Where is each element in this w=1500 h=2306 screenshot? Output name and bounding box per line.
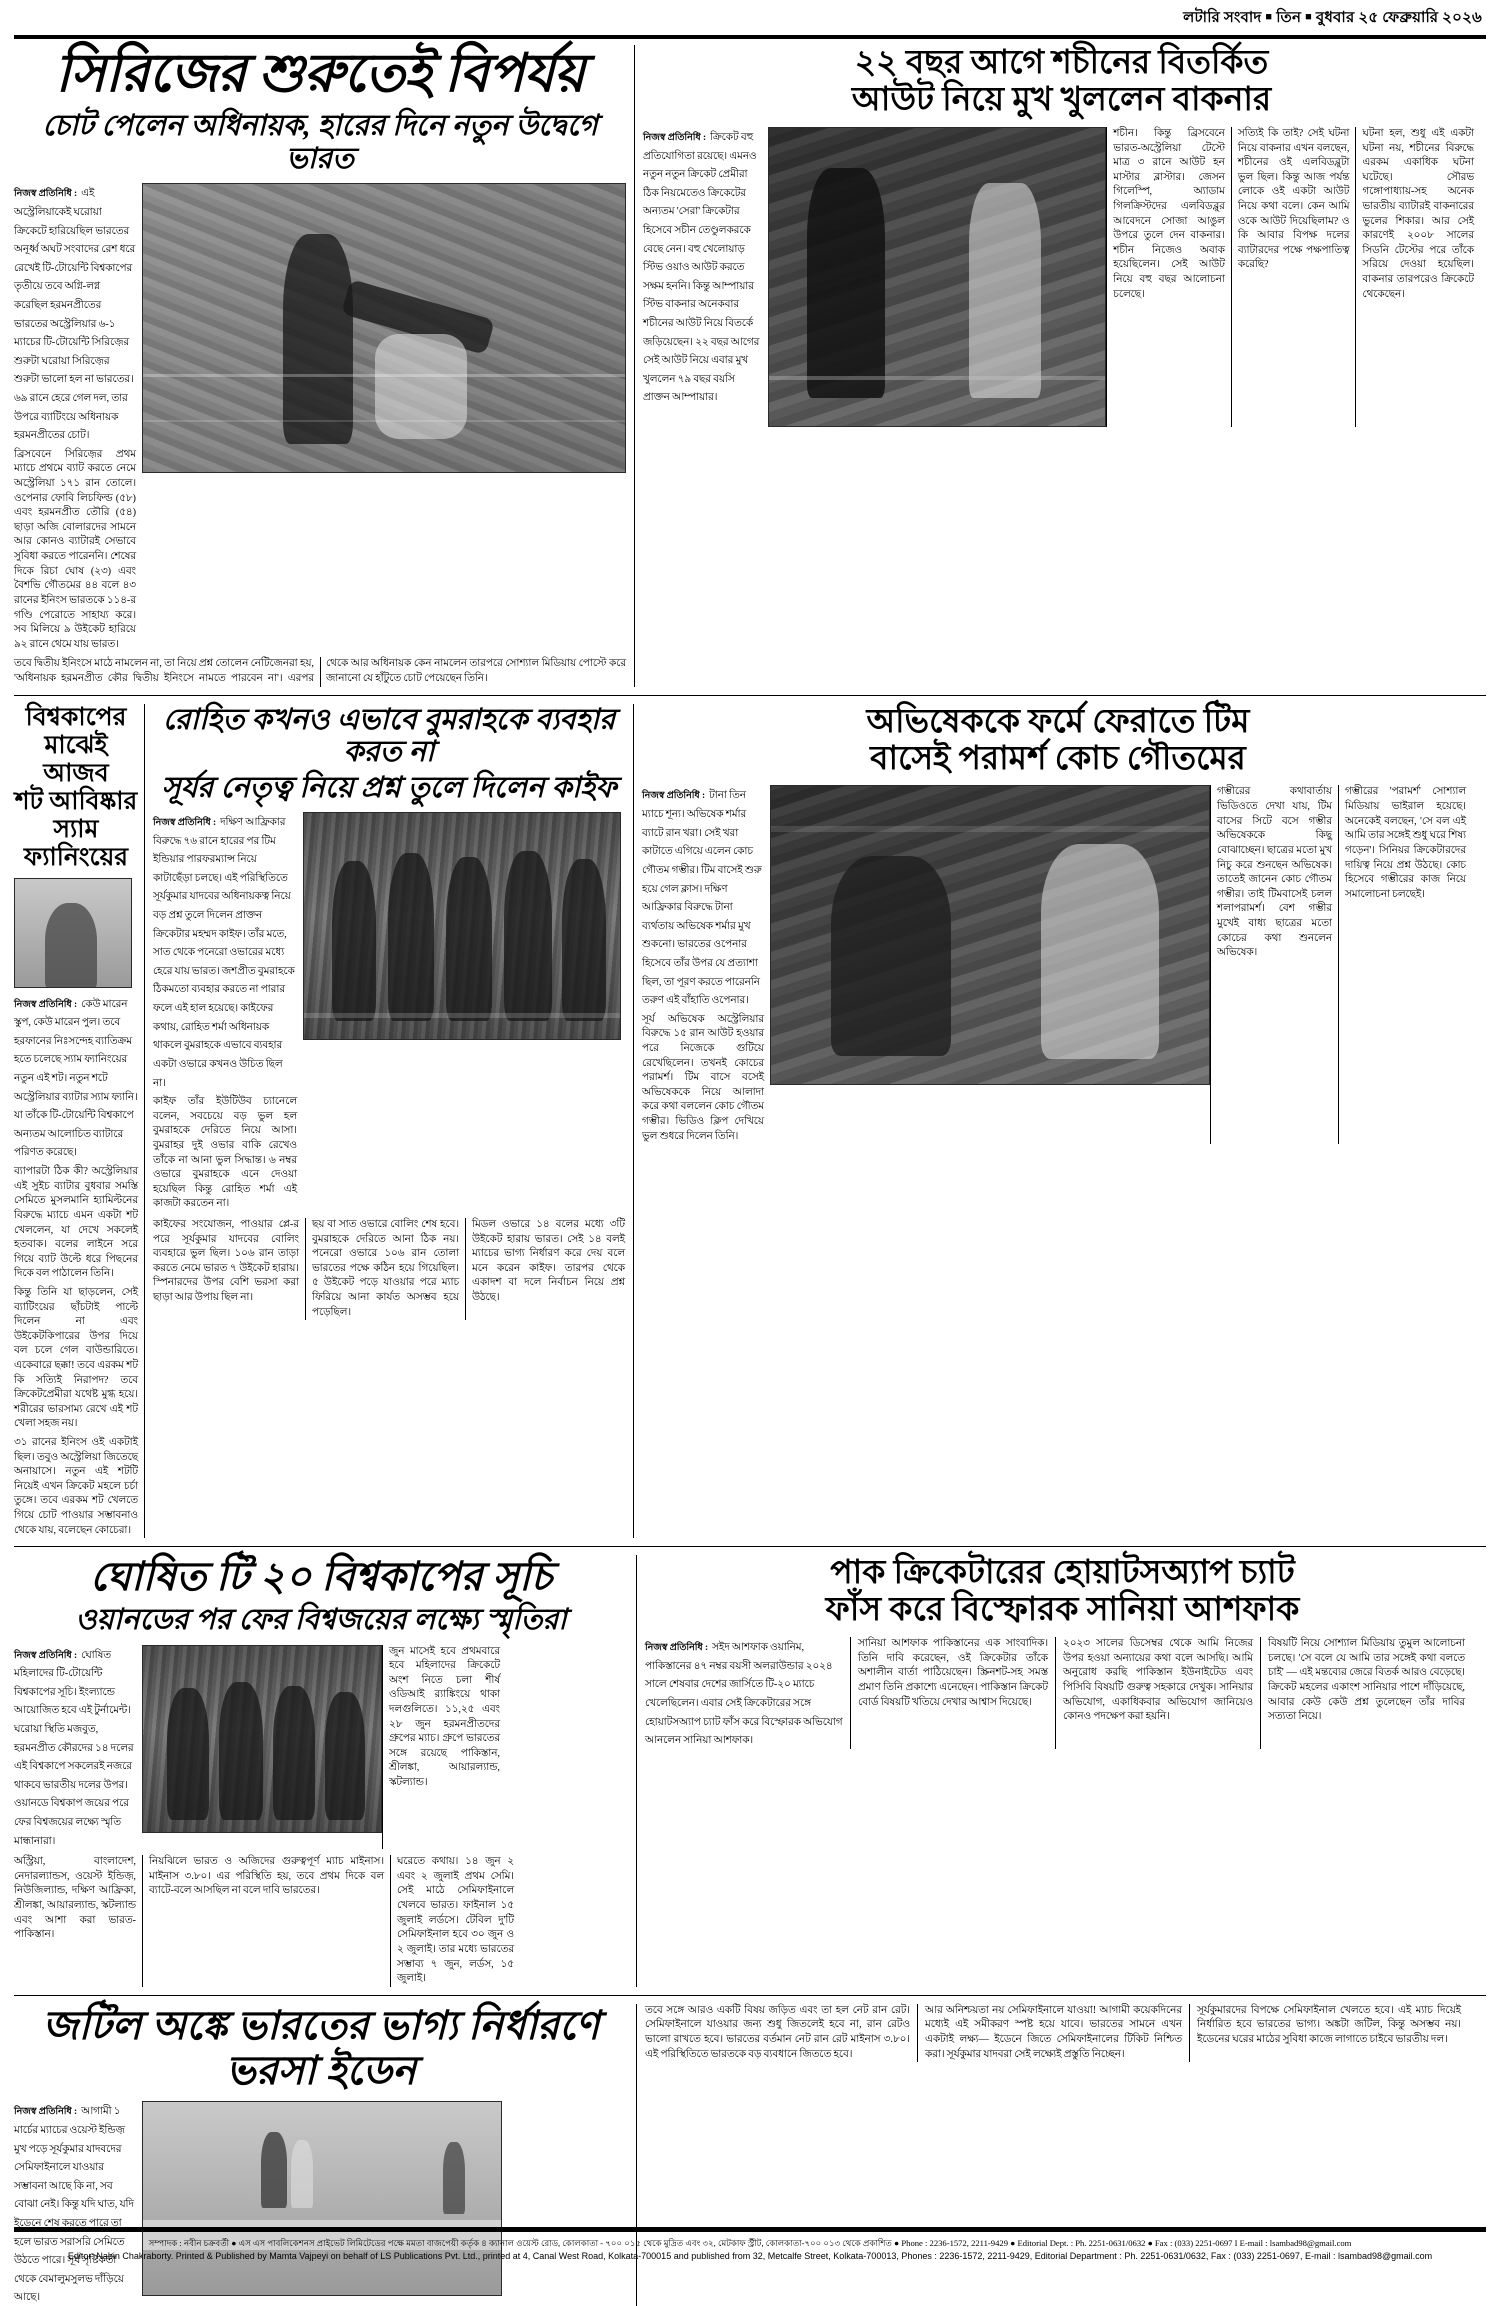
- masthead-page-number: তিন: [1276, 10, 1302, 26]
- lead-subhead: চোট পেলেন অধিনায়ক, হারের দিনে নতুন উদ্বেগে ভারত: [42, 110, 598, 175]
- sania-col2-text: সানিয়া আশফাক পাকিস্তানের এক সাংবাদিক। তিনি দাবি করেছেন, ওই ক্রিকেটার তাঁকে অশালীন বার্তা পাঠিয়েছেন। স্ক্রিনশট-সহ সমস্ত প্রমাণ তিনি প্রকাশ্যে এনেছেন। পাকিস্তান ক্রিকেট বোর্ড বিষয়টি খতিয়ে দেখার আশ্বাস দিয়েছে।: [850, 1637, 1055, 1749]
- abhishek-col4-text: গম্ভীরের 'পরামর্শ' সোশ্যাল মিডিয়ায় ভাইরাল হয়েছে। অনেকেই বলছেন, 'সে বল এই আমি তার সঙ্গেই শুধু ঘরে শিষ্য গড়েন'। সিনিয়র ক্রিকেটারদের দায়িত্ব নিয়ে প্রশ্ন উঠছে। কোচ হিসেবে গম্ভীরের কাজ নিয়ে সমালোচনা চলছেই।: [1338, 785, 1466, 1144]
- eden-byline: নিজস্ব প্রতিনিধি :: [14, 2107, 78, 2118]
- kaif-byline: নিজস্ব প্রতিনিধি :: [153, 817, 217, 828]
- t20-article: [14, 1555, 636, 1986]
- sania-col3-text: ২০২৩ সালের ডিসেম্বর থেকে আমি নিজের উপর হওয়া অন্যায়ের কথা বলে আসছি। আমি অনুরোধ করছি পাকিস্তান ইউনাইটেড এবং পিসিবি বিষয়টি গুরুত্ব সহকারে দেখুক। সানিয়ার অভিযোগ, একাধিকবার অভিযোগ জানিয়েও কোনও পদক্ষেপ করা হয়নি।: [1055, 1637, 1260, 1749]
- sania-byline: নিজস্ব প্রতিনিধি :: [645, 1643, 709, 1654]
- lead-article: [14, 45, 634, 687]
- fanning-col4-text: ৩১ রানের ইনিংস ওই একটাই ছিল। তবুও অস্ট্রেলিয়া জিতেছে অনায়াসে। নতুন এই শটটি নিয়েই এখন ক্রিকেট মহলে চর্চা তুঙ্গে। তবে এরকম শট খেলতে গিয়ে চোট পাওয়ার সম্ভাবনাও থেকে যায়, বলেছেন কোচেরা।: [14, 1437, 138, 1536]
- abhishek-photo-coach: [770, 785, 1210, 1085]
- fanning-headline-line1: বিশ্বকাপের: [25, 703, 127, 731]
- fanning-headline-line4: স্যাম ফ্যানিংয়ের: [23, 815, 129, 871]
- sania-article: [636, 1555, 1480, 1986]
- lead-photo-batter: [142, 183, 626, 473]
- sania-headline-line2: ফাঁস করে বিস্ফোরক সানিয়া আশফাক: [825, 1592, 1300, 1629]
- sania-col1-text: সইদ আশফাক ওয়ানিম, পাকিস্তানের ৪৭ নম্বর বয়সী অলরাউন্ডার ২০২৪ সালে শেষবার দেশের জার্সিতে টি-২০ ম্যাচে খেলেছিলেন। এবার সেই ক্রিকেটারের সঙ্গে হোয়াটসঅ্যাপ চ্যাট ফাঁস করে বিস্ফোরক অভিযোগ আনলেন সানিয়া আশফাক।: [645, 1642, 843, 1747]
- masthead-separator-1: ■: [1265, 11, 1273, 23]
- t20-photo-celebration: [142, 1645, 382, 1833]
- fanning-col2-text: ব্যাপারটা ঠিক কী? অস্ট্রেলিয়ার এই সুইচ ব্যাটার বুধবার সমস্তি সেমিতে মুসলমানি হ্যামিল্টনের বিরুদ্ধে ম্যাচে এমন একটা শট খেললেন, যা দেখে সকলেই হতবাক। বলের লাইনে সরে গিয়ে ব্যাট উল্টে ধরে পিছনের দিকে বল পাঠালেন তিনি।: [14, 1166, 138, 1280]
- sachin-headline-line1: ২২ বছর আগে শচীনের বিতর্কিত: [854, 45, 1269, 81]
- eden-photo-pitch: [142, 2101, 502, 2296]
- sachin-text-col-1: [643, 127, 768, 427]
- fanning-headline-line3: শট আবিষ্কার: [14, 787, 138, 815]
- kaif-photo-team: [303, 812, 621, 1040]
- fanning-photo-player: [14, 878, 132, 988]
- sachin-col3-text: সত্যিই কি তাই? সেই ঘটনা নিয়ে বাকনার এখন বলছেন, শচীনের ওই এলবিডব্লুটা ভুল ছিল। কিন্তু আজ পর্যন্ত লোকে ওই একটা আউট নিয়ে কথা বলে। কেন আমি ওকে আউট দিয়েছিলাম? ও কি আবার বিপক্ষ দলের ব্যাটারদের পক্ষে পক্ষপাতিত্ব করেছি?: [1231, 127, 1356, 427]
- sachin-headline-line2: আউট নিয়ে মুখ খুললেন বাকনার: [851, 81, 1272, 118]
- t20-col4-text: ঘরেতে কথায়। ১৪ জুন ২ এবং ২ জুলাই প্রথম সেমি। সেই মাঠে সেমিফাইনালে খেলবে ভারত। ফাইনাল ১৫ জুলাই লর্ডসে। টেবিল দু'টি সেমিফাইনাল হবে ৩০ জুন ও ২ জুলাই। তার মধ্যে ভারতের সম্ভাব্য ৭ জুন, লর্ডস, ১৫ জুলাই।: [390, 1855, 514, 1986]
- kaif-col1-text: দক্ষিণ আফ্রিকার বিরুদ্ধে ৭৬ রানে হারের পর টিম ইন্ডিয়ার পারফরম্যান্স নিয়ে কাটাছেঁড়া চলছে। এই পরিস্থিতিতে সূর্যকুমার যাদবের অধিনায়কত্ব নিয়ে বড় প্রশ্ন তুলে দিলেন প্রাক্তন ক্রিকেটার মহম্মদ কাইফ। তাঁর মতে, সাত থেকে পনেরো ওভারের মধ্যে হেরে যায় ভারত। জশপ্রীত বুমরাহকে ঠিকমতো ব্যবহার করতে না পারার ফলে এই হাল হয়েছে। কাইফের কথায়, রোহিত শর্মা অধিনায়ক থাকলে বুমরাহকে এভাবে ব্যবহার একটা ওভারে কখনও উচিত ছিল না।: [153, 816, 295, 1089]
- masthead-paper: লটারি সংবাদ: [1183, 10, 1262, 26]
- lead-col1b-text: ব্রিসবেনে সিরিজ়ের প্রথম ম্যাচে প্রথমে ব্যাট করতে নেমে অস্ট্রেলিয়া ১৭১ রান তোলে। ওপেনার ফোবি লিচফিল্ড (৫৮) এবং হরমনপ্রীত তৌরি (৫৪) ছাড়া অজি বোলারদের সামনে আর কোনও ব্যাটারই সেভাবে সুবিধা করতে পারেননি। শেষের দিকে রিচা ঘোষ (২৩) এবং বৈশভি গৌতমের ৪৪ বলে ৪৩ রানের ইনিংস ভারতকে ১১৪-র গণ্ডি পেরোতে সাহায্য করে। সব মিলিয়ে ৯ উইকেট হারিয়ে ৯২ রানে থেমে যায় ভারত।: [14, 448, 136, 650]
- kaif-headline-line1: রোহিত কখনও এভাবে বুমরাহকে ব্যবহার করত না: [162, 703, 616, 769]
- divider-lower: [14, 1995, 1486, 1996]
- sachin-col2-text: শচীন। কিন্তু ব্রিসবেনে ভারত-অস্ট্রেলিয়া টেস্টে মাত্র ৩ রানে আউট হন মাস্টার ব্লাস্টার। জেসন গিলেস্পি, অ্যাডাম গিলক্রিস্টদের এলবিডব্লুর আবেদনে সোজা আঙুল উপরে তুলে দেন বাকনার। শচীন নিজেও অবাক হয়েছিলেন। সেই আউট নিয়ে বহু বছর আলোচনা চলেছে।: [1106, 127, 1231, 427]
- abhishek-byline: নিজস্ব প্রতিনিধি :: [642, 791, 706, 802]
- sachin-byline: নিজস্ব প্রতিনিধি :: [643, 132, 707, 143]
- t20-col3-text: অস্ট্রিয়া, বাংলাদেশ, নেদারল্যান্ডস, ওয়েস্ট ইন্ডিজ়, নিউজিল্যান্ড, দক্ষিণ আফ্রিকা, শ্রীলঙ্কা, আয়ারল্যান্ড, স্কটল্যান্ড এবং আশা করা ভারত-পাকিস্তান।: [14, 1856, 136, 1941]
- fanning-col1-text: কেউ মারেন স্কুপ, কেউ মারেন পুল। তবে হরফানের নিঃসন্দেহ ব্যাতিক্রম হতে চলেছে স্যাম ফ্যানিংয়ের নতুন এই শট। নতুন শটে অস্ট্রেলিয়ার ব্যাটার স্যাম ফ্যানি। যা তাঁকে টি-টোয়েন্টি বিশ্বকাপে অন্যতম আলোচিত ব্যাটারে পরিণত করেছে।: [14, 998, 138, 1159]
- sachin-photo-umpire: [768, 127, 1107, 427]
- t20-headline-big: ঘোষিত টি ২০ বিশ্বকাপের সূচি: [89, 1554, 553, 1600]
- kaif-article: [144, 704, 634, 1539]
- sachin-article: [634, 45, 1480, 687]
- divider-middle: [14, 1546, 1486, 1547]
- footer-rule: [14, 2227, 1486, 2232]
- kaif-col4-text: ছয় বা সাত ওভারে বোলিং শেষ হবে। বুমরাহকে দেরিতে আনা ঠিক নয়। পনেরো ওভারে ১০৬ রান তোলা ভারতের পক্ষে কঠিন হয়ে গিয়েছিল। ৫ উইকেট পড়ে যাওয়ার পরে ম্যাচ ফিরিয়ে আনা কার্যত অসম্ভব হয়ে পড়েছিল।: [305, 1218, 465, 1320]
- abhishek-headline-line2: বাসেই পরামর্শ কোচ গৌতমের: [870, 740, 1246, 777]
- masthead: [14, 6, 1486, 31]
- eden-col1-text: আগামী ১ মার্চের ম্যাচের ওয়েস্ট ইন্ডিজ় মুখ পড়ে সূর্যকুমার যাদবদের সেমিফাইনালে যাওয়ার সম্ভাবনা আছে কি না, সব বোঝা নেই। কিন্তু যদি ঘাত, যদি ইডেনে শেষ করতে পারে তা হলে ভারত সরাসরি সেমিতে উঠতে পারে। সূর্য সৃষ্টিকর্তা থেকে বেমালুমসুলভ দাঁড়িয়ে আছে।: [14, 2106, 134, 2304]
- sania-col4-text: বিষয়টি নিয়ে সোশ্যাল মিডিয়ায় তুমুল আলোচনা চলছে। 'সে বলে যে আমি তার সঙ্গেই কথা বলতে চাই' — এই মন্তব্যের জেরে বিতর্ক আরও বেড়েছে। ক্রিকেট মহলের একাংশ সানিয়ার পাশে দাঁড়িয়েছে, আবার কেউ কেউ প্রশ্ন তুলেছেন তাঁর দাবির সত্যতা নিয়ে।: [1260, 1637, 1465, 1749]
- abhishek-article: [634, 704, 1474, 1539]
- masthead-date: বুধবার ২৫ ফেব্রুয়ারি ২০২৬: [1315, 10, 1482, 26]
- t20-headline-sub: ওয়ানডের পর ফের বিশ্বজয়ের লক্ষ্যে স্মৃতিরা: [75, 1604, 567, 1637]
- masthead-separator-2: ■: [1305, 11, 1312, 23]
- kaif-headline-line2: সূর্যর নেতৃত্ব নিয়ে প্রশ্ন তুলে দিলেন কাইফ: [161, 771, 617, 804]
- abhishek-col3-text: গম্ভীরের কথাবার্তায় ভিডিওতে দেখা যায়, টিম বাসের সিটে বসে গম্ভীর অভিষেককে কিছু বোঝাচ্ছেন। ছাত্রের মতো মুখ নিচু করে শুনছেন অভিষেক। তাতেই জানেন কোচ গৌতম গম্ভীর। তাই টিমবাসেই চলল শলাপরামর্শ। বেশ গম্ভীর মুখেই বাধ্য ছাত্রের মতো কোচের কথা শুনলেন অভিষেক।: [1210, 785, 1338, 1144]
- footer-imprint-english: Editor: Nabin Chakraborty. Printed & Published by Mamta Vajpeyi on behalf of LS Publications Pvt. Ltd., printed at 4, Canal West Road, Kolkata-700015 and published from 32, Metcalfe Street, Kolkata-700013, Phones : 2236-1572, 2211-9429, Editorial Department : Ph. 2251-0631/0632, Fax : (033) 2251-0697, E-mail : lsambad98@gmail.com: [67, 2251, 1433, 2262]
- kaif-col2-text: কাইফ তাঁর ইউটিউব চ্যানেলে বলেন, সবচেয়ে বড় ভুল হল বুমরাহকে দেরিতে নিয়ে আসা। বুমরাহর দুই ওভার বাকি রেখেও তাঁকে না আনা ভুল সিদ্ধান্ত। ৬ নম্বর ওভারে বুমরাহকে এনে দেওয়া হয়েছিল কিন্তু রোহিত শর্মা এই কাজটা করতেন না।: [153, 1096, 297, 1210]
- eden-col2-text: তবে সঙ্গে আরও একটি বিষয় জড়িত এবং তা হল নেট রান রেট। সেমিফাইনালে যাওয়ার জন্য শুধু জিতলেই হবে না, রান রেটও ভালো রাখতে হবে। ভারতের বর্তমান নেট রান রেট মাইনাস ৩.৮০। এই পরিস্থিতিতে ভারতকে বড় ব্যবধানে জিততে হবে।: [645, 2004, 910, 2060]
- sania-text-col-1: [645, 1637, 850, 1749]
- kaif-text-col-1: [153, 812, 303, 1212]
- t20-caption: নিয়ঝিলে ভারত ও অজিদের গুরুত্বপূর্ণ ম্যাচ মাইনাস। মাইনাস ৩.৮০। এর পরিস্থিতি হয়, তবে প্রথম দিকে বল ব্যাটে-বলে আসছিল না বলে দাবি ভারতের।: [142, 1855, 390, 1986]
- fanning-headline-line2: মাঝেই আজব: [43, 731, 109, 787]
- eden-headline: জটিল অঙ্কে ভারতের ভাগ্য নির্ধারণে ভরসা ইডেন: [42, 2002, 600, 2093]
- kaif-col5-text: মিডল ওভারে ১৪ বলের মধ্যে ৩টি উইকেট হারায় ভারত। সেই ১৪ বলই ম্যাচের ভাগ্য নির্ধারণ করে দেয় বলে মনে করেন কাইফ। তারপর থেকে একাদশ বা দলে নির্বাচন নিয়ে প্রশ্ন উঠছে।: [465, 1218, 625, 1320]
- footer-imprint-bengali: সম্পাদক : নবীন চক্রবর্তী ● এস এস পাবলিকেশনস প্রাইভেট লিমিটেডের পক্ষে মমতা বাজপেয়ী কর্তৃক ৪ ক্যানাল ওয়েস্ট রোড, কোলকাতা - ৭০০ ০১৫ থেকে মুদ্রিত এবং ৩২, মেটকাফ স্ট্রীট, কোলকাতা-৭০০ ০১৩ থেকে প্রকাশিত ● Phone : 2236-1572, 2211-9429 ● Editorial Dept. : Ph. 2251-0631/0632 ● Fax : (033) 2251-0697 I E-mail : lsambad98@gmail.com: [148, 2237, 1352, 2248]
- eden-col3-text: আর অনিশ্চয়তা নয় সেমিফাইনালে যাওয়া! আগামী কয়েকদিনের মধ্যেই এই সমীকরণ স্পষ্ট হয়ে যাবে। ভারতের সামনে এখন একটাই লক্ষ্য— ইডেনে জিতে সেমিফাইনালের টিকিট নিশ্চিত করা। সূর্যকুমার যাদবরা সেই লক্ষ্যেই প্রস্তুতি নিচ্ছেন।: [917, 2004, 1189, 2062]
- fanning-article: [14, 704, 144, 1539]
- sachin-col4-text: ঘটনা হল, শুধু এই একটা ঘটনা নয়, শচীনের বিরুদ্ধে এরকম একাধিক ঘটনা ঘটেছে। সৌরভ গঙ্গোপাধ্যায়-সহ অনেক ভারতীয় ব্যাটারই বাকনারের ভুলের শিকার। আর সেই কারণেই ২০০৮ সালের সিডনি টেস্টের পরে তাঁকে সরিয়ে দেওয়া হয়েছিল। বাকনার তারপরেও ক্রিকেটে থেকেছেন।: [1355, 127, 1480, 427]
- kaif-col3-text: কাইফের সংযোজন, পাওয়ার প্লে-র পরে সূর্যকুমার যাদবের বোলিং ব্যবহারে ভুল ছিল। ১০৬ রান তাড়া করতে নেমে ভারত ৭ উইকেট হারায়। স্পিনারদের উপর বেশি ভরসা করা ছাড়া আর উপায় ছিল না।: [153, 1219, 299, 1304]
- lead-headline: সিরিজের শুরুতেই বিপর্যয়: [55, 45, 585, 103]
- lead-byline: নিজস্ব প্রতিনিধি :: [14, 189, 78, 200]
- page-footer: [14, 2227, 1486, 2264]
- divider-top: [14, 695, 1486, 696]
- sachin-col1-text: ক্রিকেট বহু প্রতিযোগিতা রয়েছে। এমনও নতুন নতুন ক্রিকেট প্রেমীরা ঠিক নিয়মেতেও ক্রিকেটের অন্যতম 'সেরা' ক্রিকেটার হিসেবে সচীন তেণ্ডুলকরকে বেছে নেন। বহু খেলোয়াড় স্টিভ ওয়াও আউট করতে সক্ষম হননি। কিন্তু আম্পায়ার স্টিভ বাকনার অনেকবার শচীনের আউট নিয়ে বিতর্কে জড়িয়েছেন। ২২ বছর আগের সেই আউট নিয়ে এবার মুখ খুললেন ৭৯ বছর বয়সি প্রাক্তন আম্পায়ার।: [643, 131, 760, 404]
- lead-caption: তবে দ্বিতীয় ইনিংসে মাঠে নামলেন না, তা নিয়ে প্রশ্ন তোলেন নেটিজেনরা হয়, 'অধিনায়ক হরমনপ্রীত কৌর দ্বিতীয় ইনিংসে নামতে পারবেন না'। এরপর থেকে আর অধিনায়ক কেন নামলেন তারপরে সোশ্যাল মিডিয়ায় পোস্টে করে জানানো যে হাঁটুতে চোট পেয়েছেন তিনি।: [14, 658, 626, 684]
- t20-col2-text: জুন মাসেই হবে প্রথমবারে হবে মহিলাদের ক্রিকেটে অংশ নিতে চলা শীর্ষ ওডিআই র‍্যাঙ্কিংয়ে থাকা দলগুলিতে। ১১,২৫ এবং ২৮ জুন হরমনপ্রীতদের গ্রুপের ম্যাচ। গ্রুপে ভারতের সঙ্গে রয়েছে পাকিস্তান, শ্রীলঙ্কা, আয়ারল্যান্ড, স্কটল্যান্ড।: [382, 1645, 506, 1850]
- fanning-byline: নিজস্ব প্রতিনিধি :: [14, 999, 78, 1010]
- abhishek-headline-line1: অভিষেককে ফর্মে ফেরাতে টিম: [866, 703, 1250, 740]
- lead-text-col-1: [14, 183, 142, 652]
- abhishek-text-col-1: [642, 785, 770, 1144]
- sania-headline-line1: পাক ক্রিকেটারের হোয়াটসঅ্যাপ চ্যাট: [830, 1555, 1295, 1592]
- fanning-col3-text: কিন্তু তিনি যা ছাড়লেন, সেই ব্যাটিংয়ের ছাঁচটাই পাল্টে দিলেন না এবং উইকেটকিপারের উপর দিয়ে বল চলে গেল বাউন্ডারিতে। একেবারে ছক্কা! তবে এরকম শট কি সত্যিই নিরাপদ? তবে ক্রিকেটপ্রেমীরা যথেষ্ট মুগ্ধ হয়ে। শরীরের ভারসাম্য রেখে এই শট খেলা সহজ নয়।: [14, 1286, 138, 1430]
- t20-byline: নিজস্ব প্রতিনিধি :: [14, 1650, 78, 1661]
- lead-col1-text: এই অস্ট্রেলিয়াকেই ঘরোয়া ক্রিকেটে হারিয়েছিল ভারতের অনূর্ধ্ব অঘট সংবাদের রেশ ধরে রেখেই টি-টোয়েন্টি বিশ্বকাপের তৃতীয়ে তবে অগ্নি-লগ্ন করেছিল হরমনপ্রীতের ভারতের অস্ট্রেলিয়ার ৬-১ ম্যাচের টি-টোয়েন্টি সিরিজ়ের শুরুটা ঘরোয়া সিরিজ়ের শুরুটা ভালো হল না ভারতের। ৬৯ রানে হেরে গেল দল, তার উপরে ব্যাটিংয়ে অধিনায়ক হরমনপ্রীতের চোট।: [14, 188, 136, 442]
- t20-col1-text: ঘোষিত মহিলাদের টি-টোয়েন্টি বিশ্বকাপের সূচি। ইংল্যান্ডে আয়োজিত হবে এই টুর্নামেন্ট। ঘরোয়া স্থিতি মজবুত, হরমনপ্রীত কৌরদের ১৪ দলের এই বিশ্বকাপে সকলেরই নজরে থাকবে ভারতীয় দলের উপর। ওয়ানডে বিশ্বকাপ জয়ের পরে ফের বিশ্বজয়ের লক্ষ্যে স্মৃতি মান্ধানারা।: [14, 1649, 134, 1847]
- eden-text-col-1: [14, 2101, 142, 2306]
- masthead-rule: [14, 35, 1486, 39]
- eden-col4-text: সূর্যকুমারদের বিপক্ষে সেমিফাইনাল খেলতে হবে। এই ম্যাচ দিয়েই নির্ধারিত হবে ভারতের ভাগ্য। অঙ্কটা জটিল, কিন্তু অসম্ভব নয়। ইডেনের ঘরের মাঠের সুবিধা কাজে লাগাতে চাইবে ভারতীয় দল।: [1189, 2004, 1461, 2062]
- abhishek-col1-text: টানা তিন ম্যাচে শূন্য। অভিষেক শর্মার ব্যাটে রান খরা। সেই খরা কাটাতে এগিয়ে এলেন কোচ গৌতম গম্ভীর। টিম বাসেই শুরু হয়ে গেল ক্লাস। দক্ষিণ আফ্রিকার বিরুদ্ধে টানা ব্যর্থতায় অভিষেক শর্মার মুখ শুকনো। ভারতের ওপেনার হিসেবে তাঁর উপর যে প্রত্যাশা ছিল, তা পূরণ করতে পারেননি তরুণ এই বাঁহাতি ওপেনার।: [642, 790, 762, 1007]
- abhishek-col2-text: সূর্য অভিষেক অস্ট্রেলিয়ার বিরুদ্ধে ১৫ রান আউট হওয়ার পরে নিজেকে গুটিয়ে রেখেছিলেন। তখনই কোচের পরামর্শ। টিম বাসে বসেই অভিষেককে নিয়ে আলাদা করে কথা বললেন কোচ গৌতম গম্ভীর। ভিডিও ক্লিপ দেখিয়ে ভুল শুধরে দিলেন তিনি।: [642, 1013, 764, 1142]
- t20-text-col-1: [14, 1645, 142, 1850]
